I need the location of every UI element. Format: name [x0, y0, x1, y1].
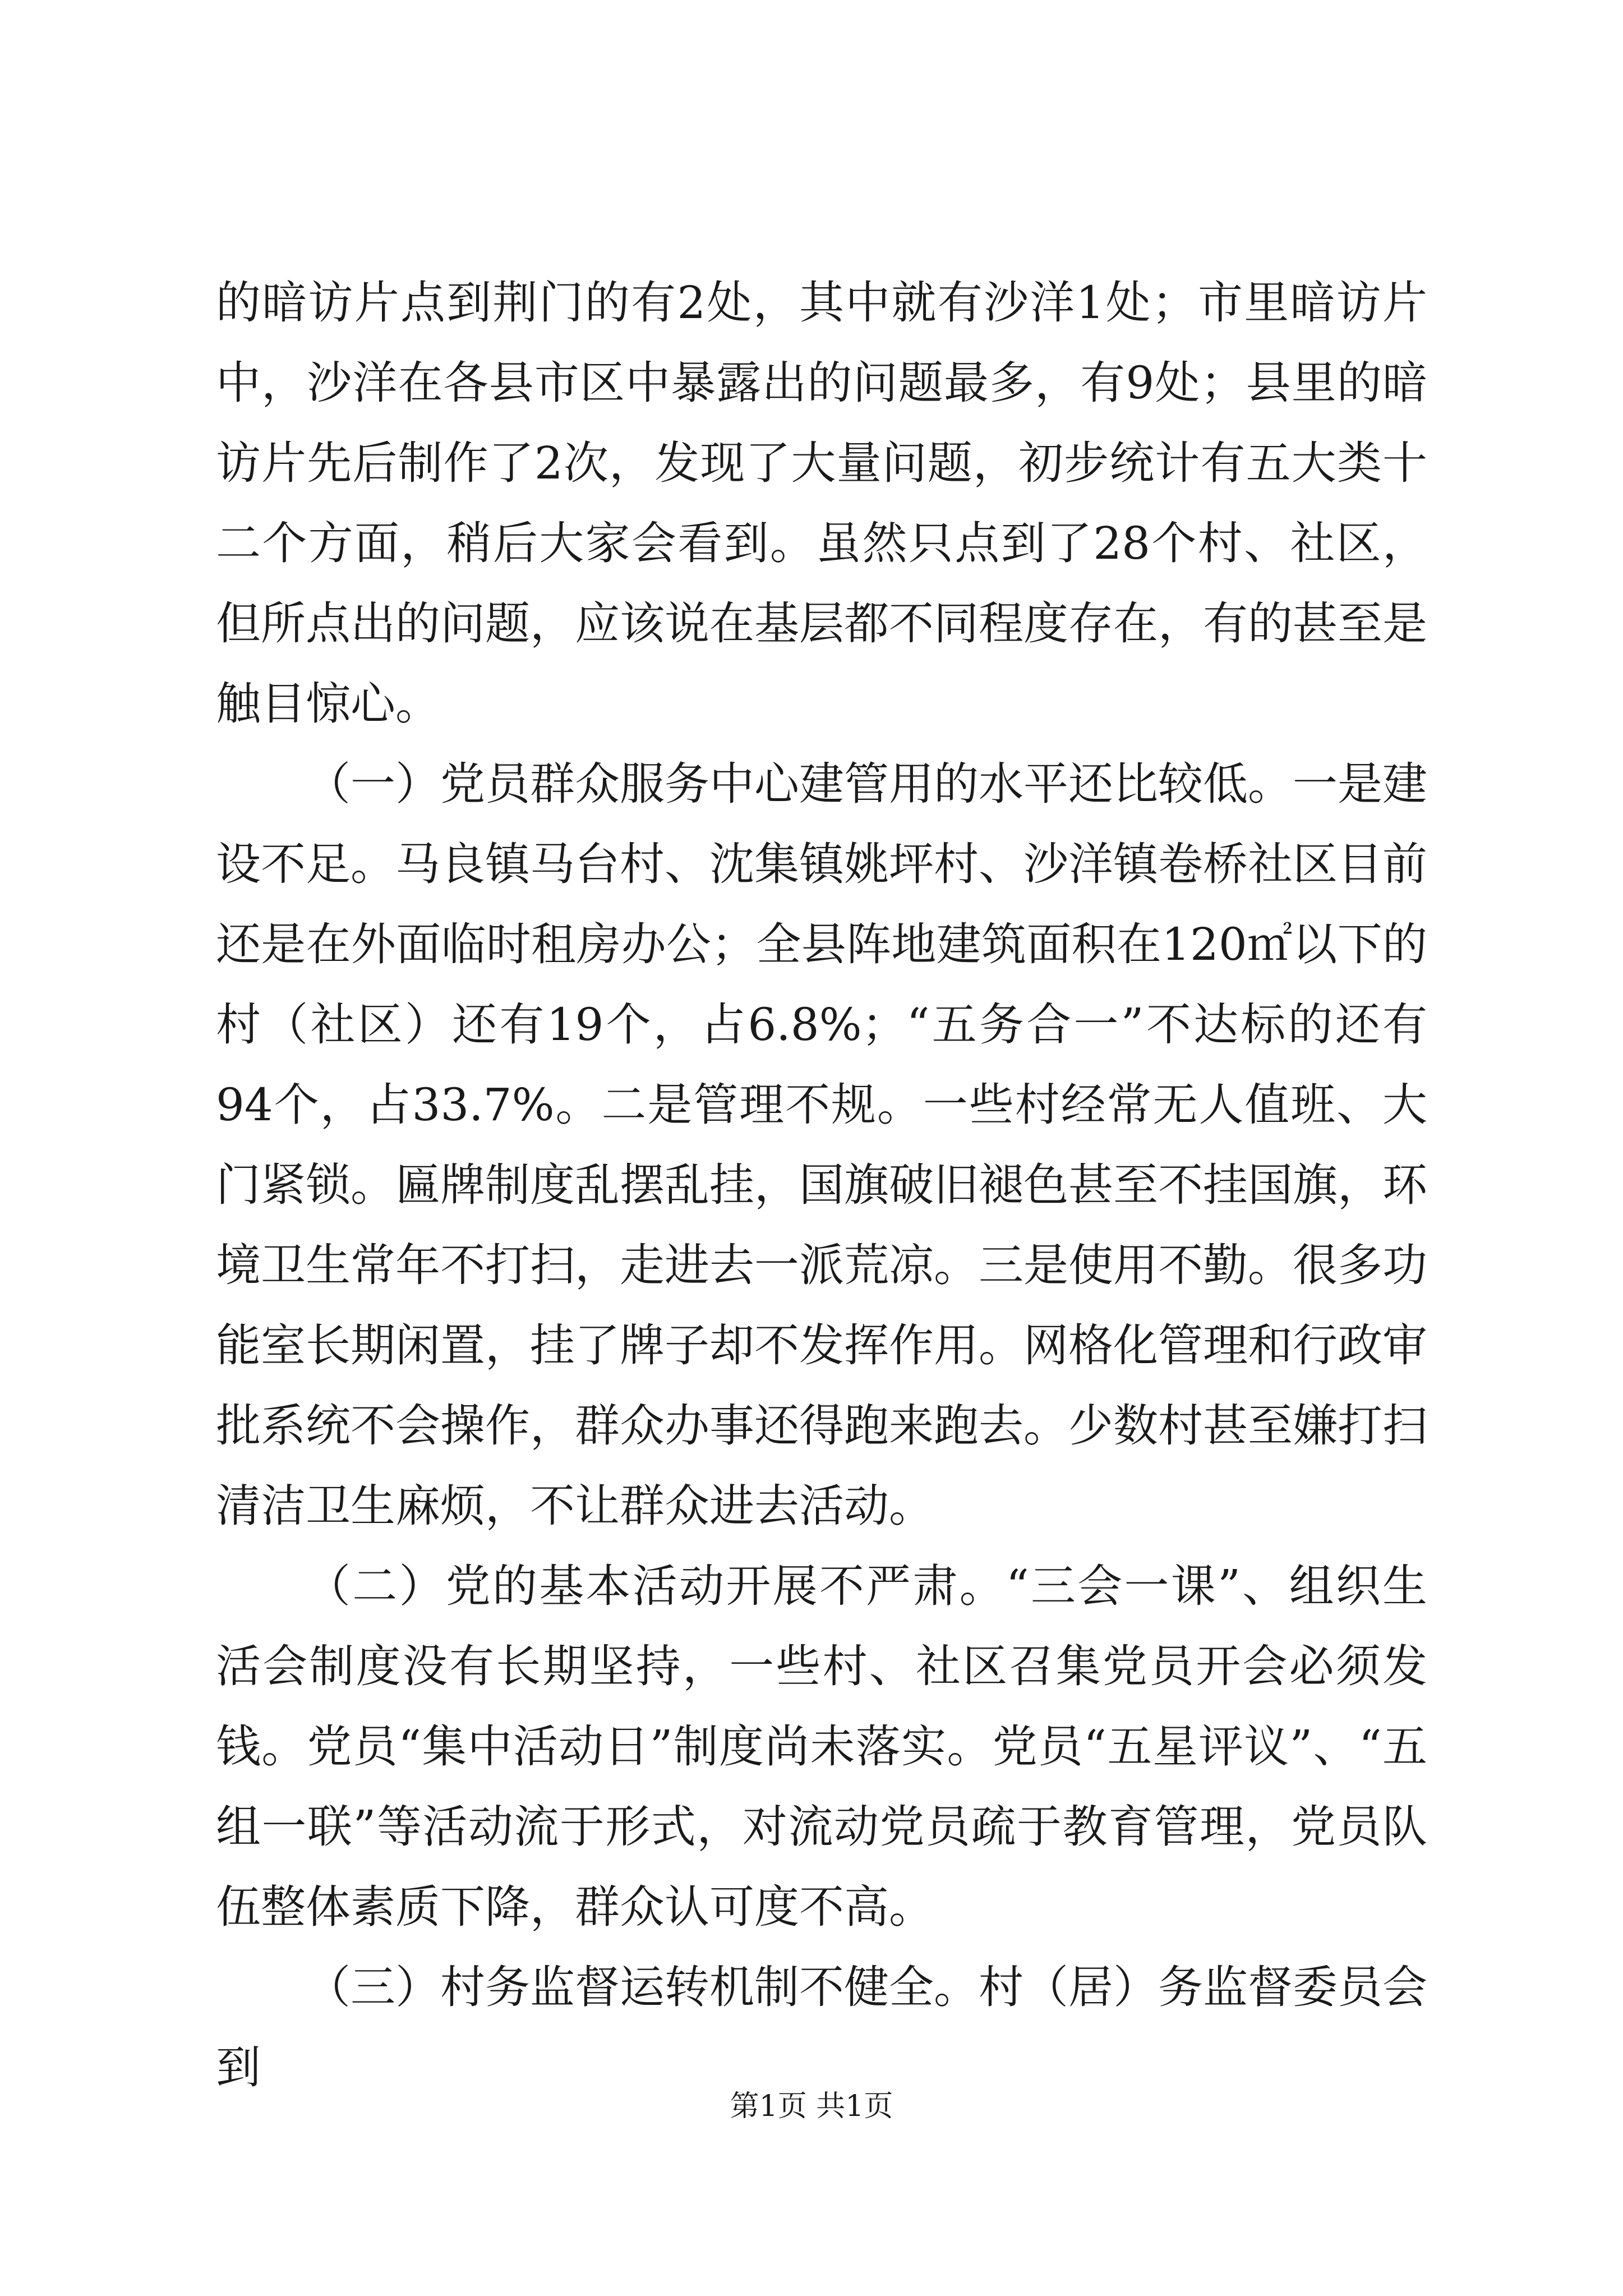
- document-body: [216, 263, 1427, 2108]
- paragraph-section-2: （二）党的基本活动开展不严肃。“三会一课”、组织生活会制度没有长期坚持，一些村、社区召集党员开会必须发钱。党员“集中活动日”制度尚未落实。党员“五星评议”、“五组一联”等活动流于形式，对流动党员疏于教育管理，党员队伍整体素质下降，群众认可度不高。: [216, 1560, 1427, 1933]
- paragraph-section-1: （一）党员群众服务中心建管用的水平还比较低。一是建设不足。马良镇马台村、沈集镇姚坪村、沙洋镇卷桥社区目前还是在外面临时租房办公；全县阵地建筑面积在120㎡以下的村（社区）还有19个，占6.8%；“五务合一”不达标的还有94个，占33.7%。二是管理不规。一些村经常无人值班、大门紧锁。匾牌制度乱摆乱挂，国旗破旧褪色甚至不挂国旗，环境卫生常年不打扫，走进去一派荒凉。三是使用不勤。很多功能室长期闲置，挂了牌子却不发挥作用。网格化管理和行政审批系统不会操作，群众办事还得跑来跑去。少数村甚至嫌打扫清洁卫生麻烦，不让群众进去活动。: [216, 758, 1427, 1532]
- page-footer: 第1页 共1页: [730, 2090, 893, 2123]
- paragraph-section-3: （三）村务监督运转机制不健全。村（居）务监督委员会到: [216, 1961, 1427, 2093]
- paragraph-intro: 的暗访片点到荆门的有2处，其中就有沙洋1处；市里暗访片中，沙洋在各县市区中暴露出的问题最多，有9处；县里的暗访片先后制作了2次，发现了大量问题，初步统计有五大类十二个方面，稍后大家会看到。虽然只点到了28个村、社区，但所点出的问题，应该说在基层都不同程度存在，有的甚至是触目惊心。: [216, 277, 1427, 730]
